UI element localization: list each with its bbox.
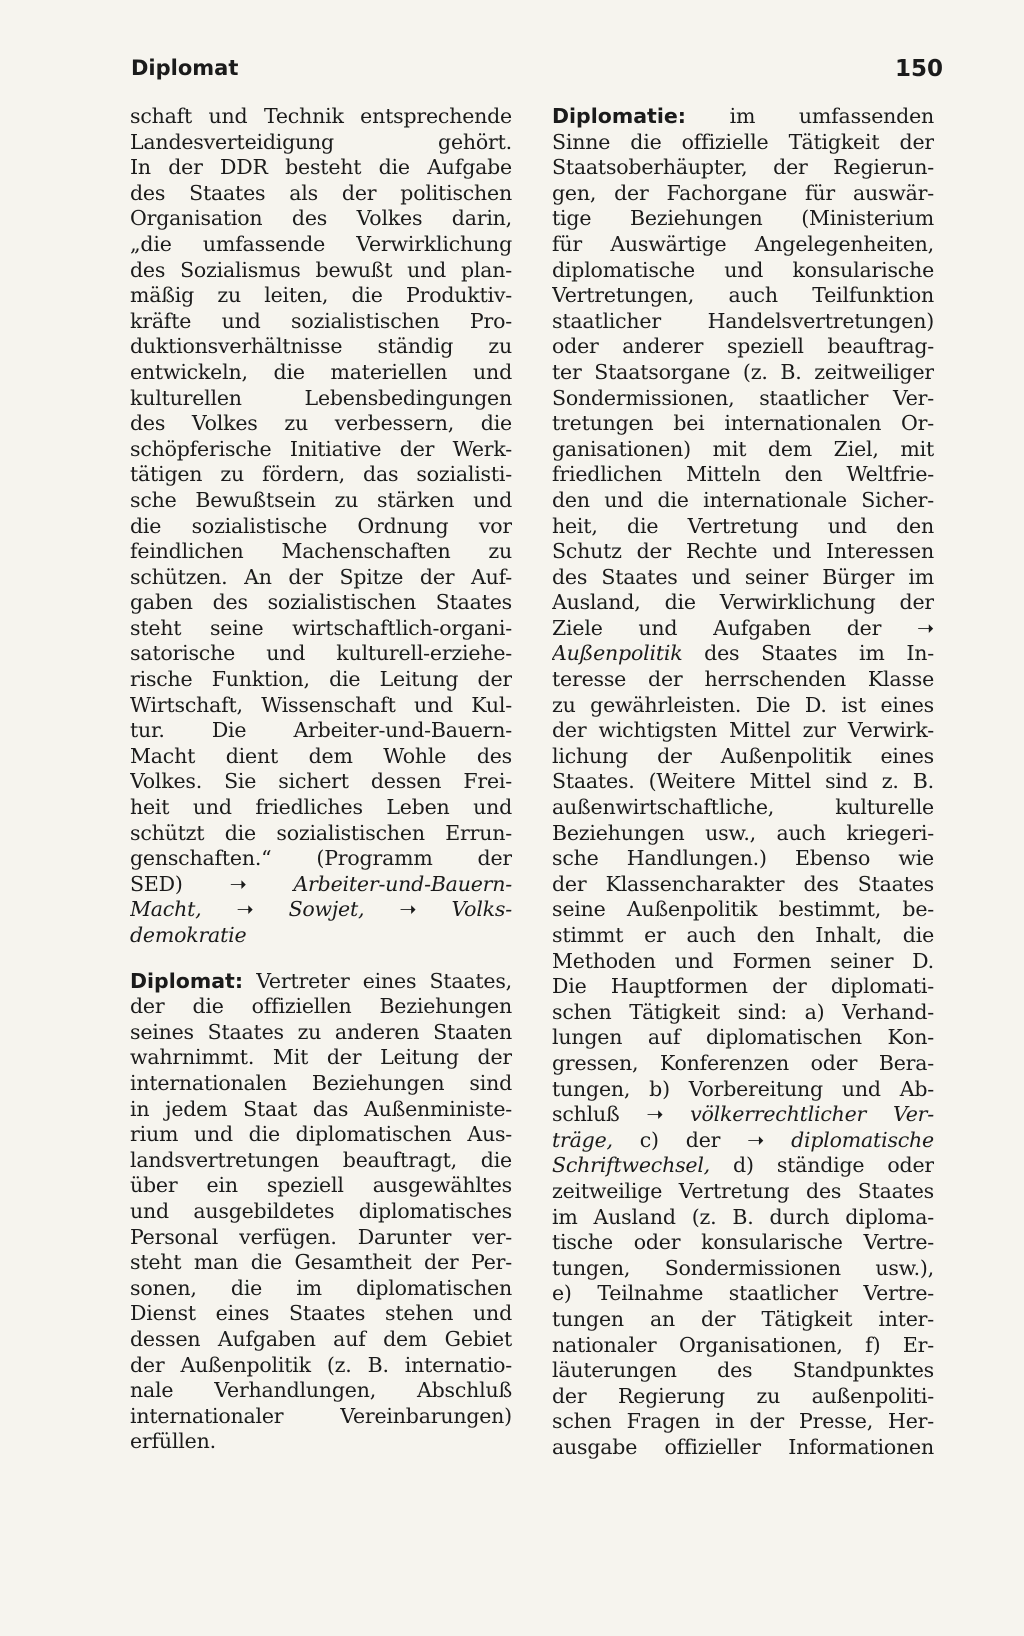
cross-reference[interactable]: Schriftwechsel,	[552, 1153, 710, 1178]
right-column	[552, 104, 934, 1474]
text-line: des Volkes zu verbessern, die	[130, 411, 512, 436]
cross-reference[interactable]: Volks-	[451, 897, 512, 922]
text-line: Personal verfügen. Darunter ver-	[130, 1224, 512, 1249]
text-line: ganisationen) mit dem Ziel, mit	[552, 436, 934, 461]
cross-reference[interactable]: träge,	[552, 1127, 613, 1152]
text-line: schöpferische Initiative der Werk-	[130, 436, 512, 461]
entry-heading-line: Diplomatie: im umfassenden	[552, 104, 934, 128]
text-line: lichung der Außenpolitik eines	[552, 743, 934, 768]
text-line: tätigen zu fördern, das sozialisti-	[130, 462, 512, 487]
text-line: staatlicher Handelsvertretungen)	[552, 308, 934, 333]
text-line: der Regierung zu außenpoliti-	[552, 1383, 934, 1408]
text-line: gressen, Konferenzen oder Bera-	[552, 1050, 934, 1075]
text-line: Ziele und Aufgaben der ➝	[552, 615, 934, 640]
text-line: den und die internationale Sicher-	[552, 487, 934, 512]
text-line: nationaler Organisationen, f) Er-	[552, 1332, 934, 1357]
text-line: seine Außenpolitik bestimmt, be-	[552, 897, 934, 922]
text-line: steht man die Gesamtheit der Per-	[130, 1250, 512, 1275]
text-line: stimmt er auch den Inhalt, die	[552, 923, 934, 947]
text-line: duktionsverhältnisse ständig zu	[130, 334, 512, 359]
text-line: tur. Die Arbeiter-und-Bauern-	[130, 718, 512, 743]
cross-reference[interactable]: demokratie	[130, 923, 247, 947]
text-line	[130, 897, 512, 923]
text-line: Sondermissionen, staatlicher Ver-	[552, 385, 934, 410]
text-line: schützen. An der Spitze der Auf-	[130, 564, 512, 589]
text-line: Die Hauptformen der diplomati-	[552, 974, 934, 999]
running-head	[131, 56, 943, 90]
text-line: internationaler Vereinbarungen)	[130, 1403, 512, 1428]
text-line: seines Staates zu anderen Staaten	[130, 1019, 512, 1044]
text-line: oder anderer speziell beauftrag-	[552, 334, 934, 359]
text-line: satorische und kulturell-erziehe-	[130, 641, 512, 666]
text-line: tige Beziehungen (Ministerium	[552, 206, 934, 231]
text-line: Wirtschaft, Wissenschaft und Kul-	[130, 692, 512, 717]
text-line: Schutz der Rechte und Interessen	[552, 539, 934, 564]
text-line: gen, der Fachorgane für auswär-	[552, 180, 934, 205]
cross-reference[interactable]: Macht,	[130, 897, 202, 922]
text-line: lungen auf diplomatischen Kon-	[552, 1025, 934, 1050]
text-line: friedlichen Mitteln den Weltfrie-	[552, 462, 934, 487]
text-line: Organisation des Volkes darin,	[130, 206, 512, 231]
text-line: Sinne die offizielle Tätigkeit der	[552, 129, 934, 154]
text-line: schluß ➝ völkerrechtlicher Ver-	[552, 1102, 934, 1127]
text-line: sche Bewußtsein zu stärken und	[130, 487, 512, 512]
running-head-word: Diplomat	[131, 56, 239, 80]
text-line: des Sozialismus bewußt und plan-	[130, 257, 512, 282]
text-line: Macht dient dem Wohle des	[130, 743, 512, 768]
text-line: teresse der herrschenden Klasse	[552, 667, 934, 692]
text-line: SED) ➝ Arbeiter-und-Bauern-	[130, 871, 512, 896]
text-line: kräfte und sozialistischen Pro-	[130, 308, 512, 333]
text-line: landsvertretungen beauftragt, die	[130, 1147, 512, 1172]
text-line: entwickeln, die materiellen und	[130, 359, 512, 384]
text-line: der wichtigsten Mittel zur Verwirk-	[552, 718, 934, 743]
text-line: ausgabe offizieller Informationen	[552, 1434, 934, 1459]
text-line: für Auswärtige Angelegenheiten,	[552, 231, 934, 256]
cross-reference-arrow-icon: ➝	[646, 1102, 664, 1127]
text-line: feindlichen Machenschaften zu	[130, 539, 512, 564]
page-number: 150	[894, 56, 943, 82]
diplomatie-entry-body	[552, 130, 934, 616]
text-line: steht seine wirtschaftlich-organi-	[130, 615, 512, 640]
text-line: die sozialistische Ordnung vor	[130, 513, 512, 538]
text-line: des Staates als der politischen	[130, 180, 512, 205]
text-line: heit und friedliches Leben und	[130, 795, 512, 820]
text-line: tische oder konsularische Vertre-	[552, 1230, 934, 1255]
text-line: mäßig zu leiten, die Produktiv-	[130, 283, 512, 308]
text-line: Landesverteidigung gehört.	[130, 129, 512, 154]
entry-heading-line: Diplomat: Vertreter eines Staates,	[130, 968, 512, 993]
text-line: der Außenpolitik (z. B. internatio-	[130, 1352, 512, 1377]
text-line: tungen an der Tätigkeit inter-	[552, 1306, 934, 1331]
text-line: diplomatische und konsularische	[552, 257, 934, 282]
diplomatie-entry-body	[552, 667, 934, 1102]
text-line: wahrnimmt. Mit der Leitung der	[130, 1045, 512, 1070]
cross-reference[interactable]: diplomatische	[791, 1127, 934, 1152]
text-line: rium und die diplomatischen Aus-	[130, 1122, 512, 1147]
diplomatie-entry-body	[552, 1179, 934, 1461]
text-line: sche Handlungen.) Ebenso wie	[552, 846, 934, 871]
cross-reference-arrow-icon: ➝	[236, 897, 254, 922]
text-line: außenwirtschaftliche, kulturelle	[552, 795, 934, 820]
left-paragraph-continuation	[130, 104, 512, 872]
cross-reference-arrow-icon: ➝	[917, 615, 934, 640]
text-line: Volkes. Sie sichert dessen Frei-	[130, 769, 512, 794]
text-line: Schriftwechsel, d) ständige oder	[552, 1153, 934, 1178]
text-line: dessen Aufgaben auf dem Gebiet	[130, 1326, 512, 1351]
cross-reference-arrow-icon: ➝	[229, 871, 247, 896]
text-line: rische Funktion, die Leitung der	[130, 667, 512, 692]
text-line: sonen, die im diplomatischen	[130, 1275, 512, 1300]
entry-term-diplomat: Diplomat:	[130, 968, 244, 993]
cross-reference[interactable]: völkerrechtlicher Ver-	[690, 1102, 934, 1127]
text-line: internationalen Beziehungen sind	[130, 1070, 512, 1095]
text-line: tungen, b) Vorbereitung und Ab-	[552, 1076, 934, 1101]
text-line: Staates. (Weitere Mittel sind z. B.	[552, 769, 934, 794]
text-line: Vertretungen, auch Teilfunktion	[552, 283, 934, 308]
cross-reference[interactable]: Arbeiter-und-Bauern-	[293, 871, 512, 896]
text-line: Beziehungen usw., auch kriegeri-	[552, 820, 934, 845]
entry-term-diplomatie: Diplomatie:	[552, 104, 686, 128]
text-line: läuterungen des Standpunktes	[552, 1358, 934, 1383]
text-line	[130, 923, 512, 949]
text-line: Außenpolitik des Staates im In-	[552, 641, 934, 666]
text-line: Methoden und Formen seiner D.	[552, 948, 934, 973]
text-line: schützt die sozialistischen Errun-	[130, 820, 512, 845]
text-line: genschaften.“ (Programm der	[130, 846, 512, 871]
text-line: gaben des sozialistischen Staates	[130, 590, 512, 615]
text-line: kulturellen Lebensbedingungen	[130, 385, 512, 410]
text-line: der Klassencharakter des Staates	[552, 871, 934, 896]
text-line: über ein speziell ausgewähltes	[130, 1173, 512, 1198]
text-line: ter Staatsorgane (z. B. zeitweiliger	[552, 359, 934, 384]
cross-reference-arrow-icon: ➝	[747, 1127, 765, 1152]
text-line: heit, die Vertretung und den	[552, 513, 934, 538]
cross-reference-arrow-icon: ➝	[399, 897, 417, 922]
text-line: des Staates und seiner Bürger im	[552, 564, 934, 589]
cross-reference[interactable]: Außenpolitik	[552, 641, 683, 666]
text-line: und ausgebildetes diplomatisches	[130, 1198, 512, 1223]
text-line: e) Teilnahme staatlicher Vertre-	[552, 1281, 934, 1306]
text-line: tungen, Sondermissionen usw.),	[552, 1255, 934, 1280]
text-line: in jedem Staat das Außenministe-	[130, 1096, 512, 1121]
text-line: „die umfassende Verwirklichung	[130, 231, 512, 256]
text-line: zeitweilige Vertretung des Staates	[552, 1178, 934, 1203]
text-line: schen Fragen in der Presse, Her-	[552, 1409, 934, 1434]
text-line: im Ausland (z. B. durch diploma-	[552, 1204, 934, 1229]
left-column	[130, 104, 512, 1474]
text-line: schen Tätigkeit sind: a) Verhand-	[552, 999, 934, 1024]
cross-reference[interactable]: Sowjet,	[288, 897, 365, 922]
text-line: der die offiziellen Beziehungen	[130, 994, 512, 1019]
text-line: Dienst eines Staates stehen und	[130, 1301, 512, 1326]
text-line: erfüllen.	[130, 1429, 216, 1454]
text-line: Ausland, die Verwirklichung der	[552, 590, 934, 615]
text-line: schaft und Technik entsprechende	[130, 104, 512, 128]
text-line: Staatsoberhäupter, der Regierun-	[552, 155, 934, 180]
text-line: nale Verhandlungen, Abschluß	[130, 1378, 512, 1403]
text-line: tretungen bei internationalen Or-	[552, 411, 934, 436]
text-line: zu gewährleisten. Die D. ist eines	[552, 692, 934, 717]
diplomat-entry-body	[130, 994, 512, 1455]
text-line: träge, c) der ➝ diplomatische	[552, 1127, 934, 1152]
text-line: In der DDR besteht die Aufgabe	[130, 155, 512, 180]
